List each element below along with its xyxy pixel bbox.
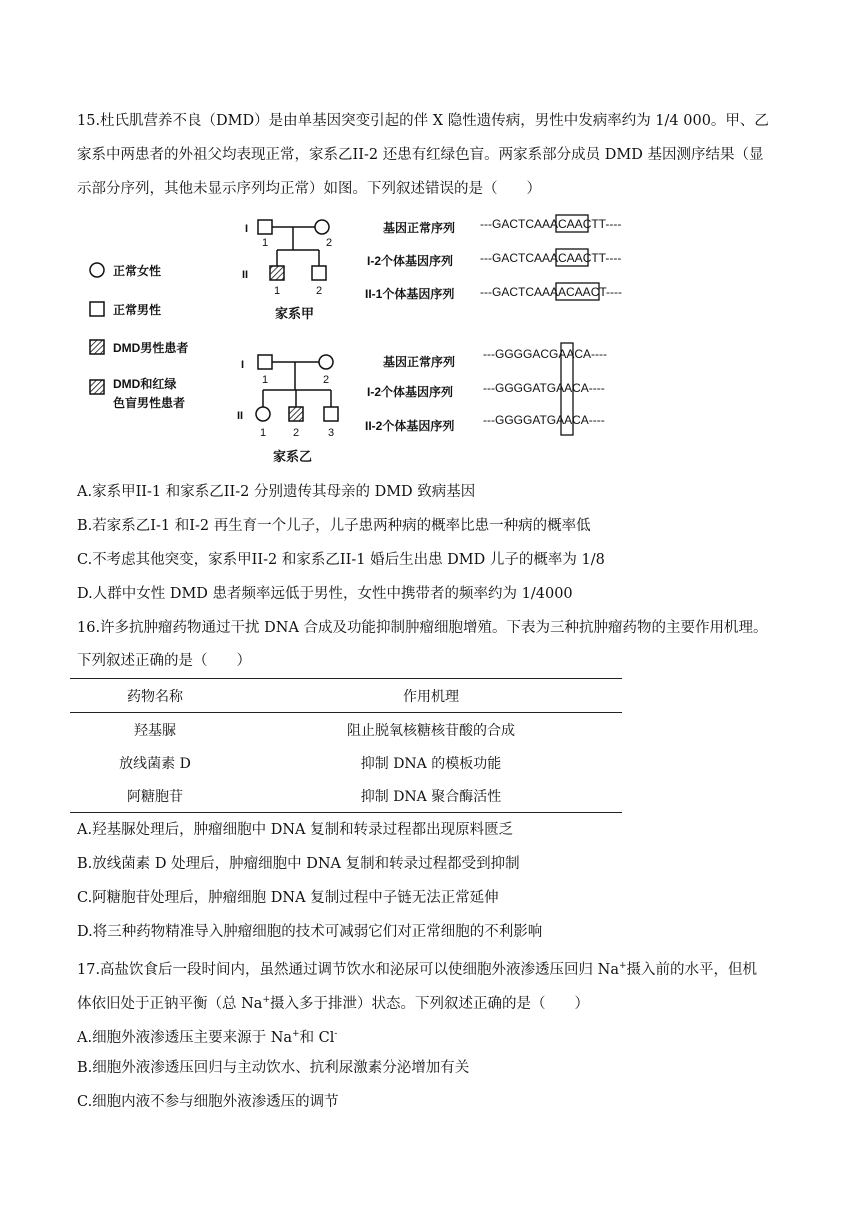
family-a-caption: 家系甲: [275, 306, 315, 321]
q17-option-b: B.细胞外液渗透压回归与主动饮水、抗利尿激素分泌增加有关: [77, 1060, 470, 1076]
q17-option-c: C.细胞内液不参与细胞外液渗透压的调节: [77, 1094, 339, 1110]
family-b-num: 3: [328, 427, 335, 439]
family-b-II-3: [324, 407, 338, 421]
q16-option-a: A.羟基脲处理后，肿瘤细胞中 DNA 复制和转录过程都出现原料匮乏: [77, 822, 514, 838]
family-b-I-1: [258, 355, 272, 369]
family-b-gen-II: II: [237, 410, 244, 422]
legend-female-icon: [90, 263, 104, 277]
q15-stem-line-1: 15.杜氏肌营养不良（DMD）是由单基因突变引起的伴 X 隐性遗传病，男性中发病率约为 1/4 000。甲、乙: [77, 113, 769, 129]
family-a-seq-2: ---GACTCAAAACAACT----: [480, 285, 623, 299]
legend-male-icon: [90, 302, 104, 316]
family-b-seq-0: ---GGGGACGAACA----: [483, 347, 607, 361]
table-row: [70, 746, 622, 779]
family-a-num: 1: [262, 237, 269, 249]
legend-dmd-male-icon: [90, 340, 104, 354]
legend-normal-female: 正常女性: [113, 264, 162, 278]
family-b-num: 2: [323, 374, 330, 386]
family-b-I-2: [319, 355, 333, 369]
q15-option-d: D.人群中女性 DMD 患者频率远低于男性，女性中携带者的频率约为 1/4000: [77, 586, 573, 602]
table-cell: 抑制 DNA 的模板功能: [360, 755, 502, 772]
drug-table: [70, 678, 622, 813]
family-a-num: 2: [316, 285, 323, 297]
family-a-I-2: [315, 220, 329, 234]
q15-option-b: B.若家系乙I-1 和I-2 再生育一个儿子，儿子患两种病的概率比患一种病的概率低: [77, 518, 591, 534]
q17-stem-line-2: 体依旧处于正钠平衡（总 Na+摄入多于排泄）状态。下列叙述正确的是（ ）: [77, 995, 589, 1012]
family-a-seq-label: I-2个体基因序列: [367, 254, 454, 268]
q16-option-c: C.阿糖胞苷处理后，肿瘤细胞 DNA 复制过程中子链无法正常延伸: [77, 890, 499, 906]
legend-dmd-male: DMD男性患者: [113, 341, 189, 355]
table-cell: 羟基脲: [134, 722, 176, 739]
family-a-sequences: [365, 215, 622, 301]
table-header: 作用机理: [403, 688, 459, 705]
family-b-seq-label: 基因正常序列: [383, 355, 456, 369]
family-a-II-2: [312, 266, 326, 280]
family-a-gen-II: II: [242, 269, 249, 281]
family-b-seq-1: ---GGGGATGAACA----: [483, 381, 605, 395]
family-b-gen-I: I: [241, 359, 245, 371]
legend-dmd-colorblind-line1: DMD和红绿: [113, 377, 177, 391]
table-cell: 抑制 DNA 聚合酶活性: [360, 788, 502, 805]
legend-dmd-colorblind-icon: [90, 380, 104, 394]
family-a-seq-0: ---GACTCAAACAACTT----: [480, 217, 622, 231]
family-b-seq-label: II-2个体基因序列: [365, 419, 455, 433]
legend-normal-male: 正常男性: [113, 303, 162, 317]
q16-option-d: D.将三种药物精准导入肿瘤细胞的技术可减弱它们对正常细胞的不利影响: [77, 924, 543, 940]
table-row: [70, 713, 622, 747]
table-cell: 阿糖胞苷: [127, 788, 183, 805]
pedigree-family-b: [256, 355, 338, 421]
family-b-num: 2: [293, 427, 300, 439]
q16-option-b: B.放线菌素 D 处理后，肿瘤细胞中 DNA 复制和转录过程都受到抑制: [77, 856, 520, 872]
table-cell: 阻止脱氧核糖核苷酸的合成: [347, 722, 515, 739]
family-a-num: 2: [326, 237, 333, 249]
family-b-num: 1: [260, 427, 267, 439]
family-a-seq-label: II-1个体基因序列: [365, 287, 455, 301]
q15-stem-line-3: 示部分序列，其他未显示序列均正常）如图。下列叙述错误的是（ ）: [77, 181, 541, 197]
table-cell: 放线菌素 D: [119, 755, 191, 772]
family-a-seq-label: 基因正常序列: [383, 221, 456, 235]
family-b-seq-2: ---GGGGATGAACA----: [483, 413, 605, 427]
family-a-gen-I: I: [245, 223, 249, 235]
legend-dmd-colorblind-line2: 色盲男性患者: [113, 396, 186, 410]
family-a-II-1: [270, 266, 284, 280]
family-b-seq-label: I-2个体基因序列: [367, 385, 454, 399]
family-b-num: 1: [262, 374, 269, 386]
family-a-I-1: [258, 220, 272, 234]
table-header-row: [70, 679, 622, 713]
q17-option-a: A.细胞外液渗透压主要来源于 Na+和 Cl-: [77, 1029, 338, 1046]
legend: [90, 263, 188, 410]
family-b-II-2: [289, 407, 303, 421]
pedigree-family-a: [258, 220, 329, 280]
q16-stem-line-2: 下列叙述正确的是（ ）: [77, 653, 251, 669]
table-header: 药物名称: [127, 688, 183, 705]
family-b-II-1: [256, 407, 270, 421]
family-a-seq-1: ---GACTCAAACAACTT----: [480, 251, 622, 265]
family-a-num: 1: [274, 285, 281, 297]
family-b-caption: 家系乙: [273, 449, 313, 464]
q17-stem-line-1: 17.高盐饮食后一段时间内，虽然通过调节饮水和泌尿可以使细胞外液渗透压回归 Na+摄入前的水平，但机: [77, 961, 758, 978]
q16-stem-line-1: 16.许多抗肿瘤药物通过干扰 DNA 合成及功能抑制肿瘤细胞增殖。下表为三种抗肿瘤药物的主要作用机理。: [77, 620, 768, 636]
family-b-sequences: [365, 343, 607, 435]
q15-option-a: A.家系甲II-1 和家系乙II-2 分别遗传其母亲的 DMD 致病基因: [77, 484, 476, 500]
pedigree-figure: [85, 210, 685, 475]
q15-option-c: C.不考虑其他突变，家系甲II-2 和家系乙II-1 婚后生出患 DMD 儿子的概率为 1/8: [77, 552, 605, 568]
table-row: [70, 779, 622, 813]
q15-stem-line-2: 家系中两患者的外祖父均表现正常，家系乙II-2 还患有红绿色盲。两家系部分成员 DMD 基因测序结果（显: [77, 147, 764, 163]
